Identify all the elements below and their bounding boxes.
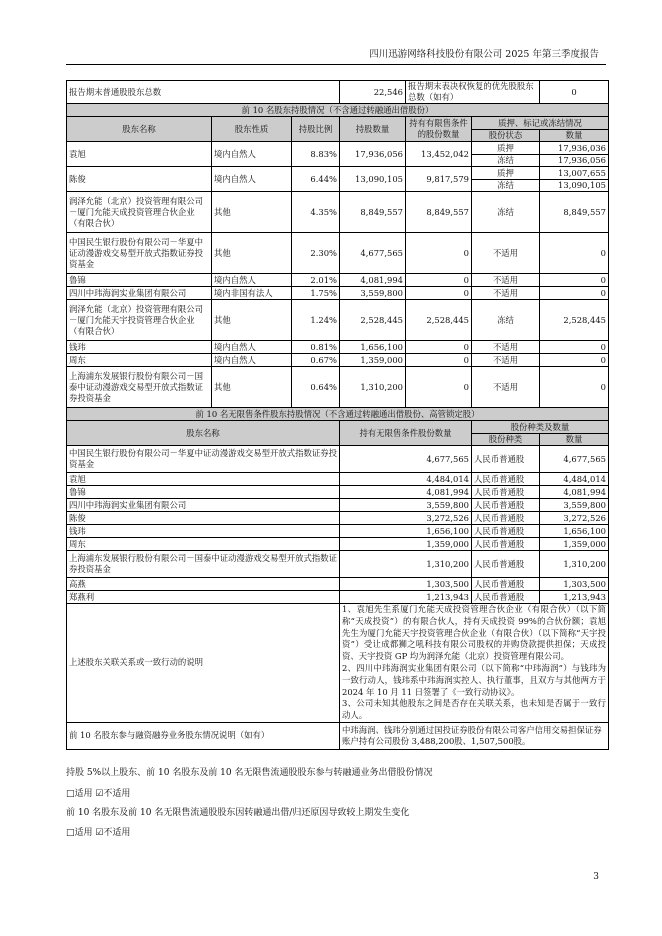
holder-name: 钱玮 (67, 525, 340, 538)
shareholder-ratio: 1.75% (292, 287, 340, 300)
share-type: 人民币普通股 (472, 578, 540, 591)
col-header-name: 股东名称 (67, 117, 212, 142)
holder-name: 袁旭 (67, 473, 340, 486)
share-count: 17,936,056 (540, 155, 609, 167)
relations-text: 1、袁旭先生系厦门允能天成投资管理合伙企业（有限合伙）（以下简称“天成投资”）的有限合伙人，持有天成投资 99%的合伙份额；袁旭先生为厦门允能天宇投资管理合伙企业（有限合伙）（以下简称“天宇投资”）受让成都狮之吼科技有限公司股权的并购贷款提供担保；天成投资、天宇投资 GP 均为润泽允能（北京）投资管理有限公司。 2、四川中玮海润实业集团有限公司（以下简称“中玮海润”）与钱玮为一致行动人，钱玮系中玮海润实控人、执行董事，且双方与其他两方于 2024 年 10 月 11 日签署了《一致行动协议》。 3、公司未知其他股东之间是否存在关联关系，也未知是否属于一致行动人。 (340, 604, 609, 723)
holder-name: 四川中玮海润实业集团有限公司 (67, 499, 340, 512)
shareholder-ratio: 2.01% (292, 274, 340, 287)
shareholder-restricted: 9,817,579 (406, 167, 472, 192)
preferred-holders-label: 报告期末表决权恢复的优先股股东总数（如有） (406, 81, 540, 104)
holder-name: 高燕 (67, 578, 340, 591)
col-header-name: 股东名称 (67, 421, 340, 446)
holder-qty: 3,559,800 (340, 499, 472, 512)
relations-row (67, 604, 609, 723)
lending-note: 持股 5%以上股东、前 10 名股东及前 10 名无限售流通股股东参与转融通业务出借股份情况 (66, 768, 433, 778)
share-status: 不适用 (472, 274, 540, 287)
share-status: 不适用 (472, 341, 540, 354)
relations-label: 上述股东关联关系或一致行动的说明 (67, 604, 340, 723)
shareholder-qty: 4,081,994 (340, 274, 406, 287)
margin-text: 中玮海润、钱玮分别通过国投证券股份有限公司客户信用交易担保证券账户持有公司股份 3,488,200股、1,507,500股。 (340, 722, 609, 749)
shareholder-ratio: 0.81% (292, 341, 340, 354)
shareholder-qty: 1,656,100 (340, 341, 406, 354)
shareholder-nature: 境内自然人 (212, 354, 292, 367)
shareholder-nature: 其他 (212, 192, 292, 233)
shareholder-restricted: 0 (406, 274, 472, 287)
margin-label: 前 10 名股东参与融资融券业务股东情况说明（如有） (67, 722, 340, 749)
table-row (67, 287, 609, 300)
shareholder-qty: 13,090,105 (340, 167, 406, 192)
shareholder-ratio: 4.35% (292, 192, 340, 233)
share-status: 冻结 (472, 155, 540, 167)
share-status: 冻结 (472, 180, 540, 192)
shareholder-name: 上海浦东发展银行股份有限公司－国泰中证动漫游戏交易型开放式指数证券投资基金 (67, 367, 212, 408)
change-note: 前 10 名股东及前 10 名无限售流通股股东因转融通出借/归还原因导致较上期发生变化 (66, 808, 410, 818)
holder-qty: 1,656,100 (340, 525, 472, 538)
shareholder-table (66, 80, 609, 750)
shareholder-restricted: 0 (406, 354, 472, 367)
shareholder-nature: 境内非国有法人 (212, 287, 292, 300)
total-holders-value: 22,546 (340, 81, 406, 104)
shareholder-ratio: 2.30% (292, 233, 340, 274)
share-count: 2,528,445 (540, 300, 609, 341)
share-status: 冻结 (472, 300, 540, 341)
col-header-type: 股份种类 (472, 434, 540, 446)
share-type: 人民币普通股 (472, 538, 540, 551)
share-count: 0 (540, 287, 609, 300)
shareholder-name: 润泽允能（北京）投资管理有限公司－厦门允能天宇投资管理合伙企业（有限合伙） (67, 300, 212, 341)
shareholder-restricted: 0 (406, 233, 472, 274)
col-header-kind: 股份种类及数量 (472, 421, 609, 434)
margin-row (67, 722, 609, 749)
share-type: 人民币普通股 (472, 525, 540, 538)
shareholder-nature: 其他 (212, 300, 292, 341)
share-count: 0 (540, 341, 609, 354)
holder-qty: 1,213,943 (340, 591, 472, 604)
top10-section-title: 前 10 名股东持股情况（不含通过转融通出借股份） (67, 104, 609, 117)
share-type: 人民币普通股 (472, 499, 540, 512)
col-header-status: 股份状态 (472, 130, 540, 142)
shareholder-restricted: 0 (406, 287, 472, 300)
shareholder-restricted: 2,528,445 (406, 300, 472, 341)
share-status: 不适用 (472, 233, 540, 274)
share-count: 17,936,036 (540, 142, 609, 155)
share-type: 人民币普通股 (472, 591, 540, 604)
holder-qty: 3,272,526 (340, 512, 472, 525)
shareholder-name: 鲁锦 (67, 274, 212, 287)
col-header-restricted: 持有有限售条件的股份数量 (406, 117, 472, 142)
share-count: 13,090,105 (540, 180, 609, 192)
shareholder-restricted: 13,452,042 (406, 142, 472, 167)
share-count: 0 (540, 233, 609, 274)
shareholder-nature: 其他 (212, 367, 292, 408)
shareholder-restricted: 0 (406, 341, 472, 354)
table-row (67, 300, 609, 341)
share-type: 人民币普通股 (472, 446, 540, 473)
shareholder-nature: 境内自然人 (212, 274, 292, 287)
share-count: 1,656,100 (540, 525, 609, 538)
shareholder-ratio: 1.24% (292, 300, 340, 341)
holder-qty: 1,310,200 (340, 551, 472, 578)
share-count: 0 (540, 354, 609, 367)
col-header-qty: 持股数量 (340, 117, 406, 142)
table-row (67, 551, 609, 578)
holder-name: 鲁锦 (67, 486, 340, 499)
table-row (67, 167, 609, 180)
share-count: 8,849,557 (540, 192, 609, 233)
col-header-unrestricted-qty: 持有无限售条件股份数量 (340, 421, 472, 446)
lending-option: □适用 ☑不适用 (66, 789, 131, 799)
header-rule (66, 64, 606, 65)
share-count: 3,559,800 (540, 499, 609, 512)
holder-qty: 1,303,500 (340, 578, 472, 591)
shareholder-qty: 17,936,056 (340, 142, 406, 167)
total-holders-label: 报告期末普通股股东总数 (67, 81, 340, 104)
share-count: 1,310,200 (540, 551, 609, 578)
table-row (67, 525, 609, 538)
table-row (67, 142, 609, 155)
share-count: 0 (540, 274, 609, 287)
table-row (67, 367, 609, 408)
share-count: 4,677,565 (540, 446, 609, 473)
holder-name: 周东 (67, 538, 340, 551)
shareholder-ratio: 0.64% (292, 367, 340, 408)
table-row (67, 354, 609, 367)
share-count: 3,272,526 (540, 512, 609, 525)
summary-row (67, 81, 609, 104)
table-row (67, 591, 609, 604)
change-option: □适用 ☑不适用 (66, 828, 131, 838)
shareholder-ratio: 0.67% (292, 354, 340, 367)
share-status: 冻结 (472, 192, 540, 233)
share-type: 人民币普通股 (472, 473, 540, 486)
share-status: 质押 (472, 142, 540, 155)
shareholder-name: 钱玮 (67, 341, 212, 354)
shareholder-qty: 2,528,445 (340, 300, 406, 341)
shareholder-qty: 1,359,000 (340, 354, 406, 367)
share-status: 不适用 (472, 367, 540, 408)
holder-name: 上海浦东发展银行股份有限公司－国泰中证动漫游戏交易型开放式指数证券投资基金 (67, 551, 340, 578)
table-row (67, 192, 609, 233)
shareholder-ratio: 8.83% (292, 142, 340, 167)
shareholder-ratio: 6.44% (292, 167, 340, 192)
shareholder-qty: 3,559,800 (340, 287, 406, 300)
holder-name: 郑燕利 (67, 591, 340, 604)
share-count: 1,303,500 (540, 578, 609, 591)
table-row (67, 578, 609, 591)
shareholder-nature: 境内自然人 (212, 341, 292, 354)
shareholder-qty: 1,310,200 (340, 367, 406, 408)
share-count: 4,081,994 (540, 486, 609, 499)
table-row (67, 512, 609, 525)
table-row (67, 341, 609, 354)
col-header-pledge: 质押、标记或冻结情况 (472, 117, 609, 130)
shareholder-name: 中国民生银行股份有限公司－华夏中证动漫游戏交易型开放式指数证券投资基金 (67, 233, 212, 274)
table-row (67, 499, 609, 512)
holder-name: 陈俊 (67, 512, 340, 525)
share-status: 不适用 (472, 354, 540, 367)
share-count: 1,359,000 (540, 538, 609, 551)
share-count: 13,007,655 (540, 167, 609, 180)
table-row (67, 486, 609, 499)
shareholder-name: 周东 (67, 354, 212, 367)
shareholder-nature: 境内自然人 (212, 167, 292, 192)
col-header-nature: 股东性质 (212, 117, 292, 142)
preferred-holders-value: 0 (540, 81, 609, 104)
holder-qty: 4,677,565 (340, 446, 472, 473)
col-header-ratio: 持股比例 (292, 117, 340, 142)
shareholder-name: 润泽允能（北京）投资管理有限公司－厦门允能天成投资管理合伙企业（有限合伙） (67, 192, 212, 233)
holder-qty: 1,359,000 (340, 538, 472, 551)
shareholder-name: 四川中玮海润实业集团有限公司 (67, 287, 212, 300)
col-header-count: 数量 (540, 434, 609, 446)
page-number: 3 (593, 872, 599, 882)
share-status: 质押 (472, 167, 540, 180)
shareholder-restricted: 8,849,557 (406, 192, 472, 233)
share-count: 4,484,014 (540, 473, 609, 486)
shareholder-name: 陈俊 (67, 167, 212, 192)
shareholder-nature: 其他 (212, 233, 292, 274)
table-row (67, 538, 609, 551)
table-row (67, 274, 609, 287)
holder-name: 中国民生银行股份有限公司－华夏中证动漫游戏交易型开放式指数证券投资基金 (67, 446, 340, 473)
share-status: 不适用 (472, 287, 540, 300)
shareholder-restricted: 0 (406, 367, 472, 408)
shareholder-qty: 4,677,565 (340, 233, 406, 274)
shareholder-nature: 境内自然人 (212, 142, 292, 167)
share-count: 1,213,943 (540, 591, 609, 604)
col-header-count: 数量 (540, 130, 609, 142)
shareholder-qty: 8,849,557 (340, 192, 406, 233)
page-header: 四川迅游网络科技股份有限公司 2025 年第三季度报告 (369, 49, 599, 60)
unrestricted-section-title: 前 10 名无限售条件股东持股情况（不含通过转融通出借股份、高管锁定股） (67, 408, 609, 421)
share-type: 人民币普通股 (472, 512, 540, 525)
holder-qty: 4,081,994 (340, 486, 472, 499)
holder-qty: 4,484,014 (340, 473, 472, 486)
share-type: 人民币普通股 (472, 551, 540, 578)
shareholder-name: 袁旭 (67, 142, 212, 167)
table-row (67, 233, 609, 274)
share-type: 人民币普通股 (472, 486, 540, 499)
share-count: 0 (540, 367, 609, 408)
table-row (67, 446, 609, 473)
table-row (67, 473, 609, 486)
